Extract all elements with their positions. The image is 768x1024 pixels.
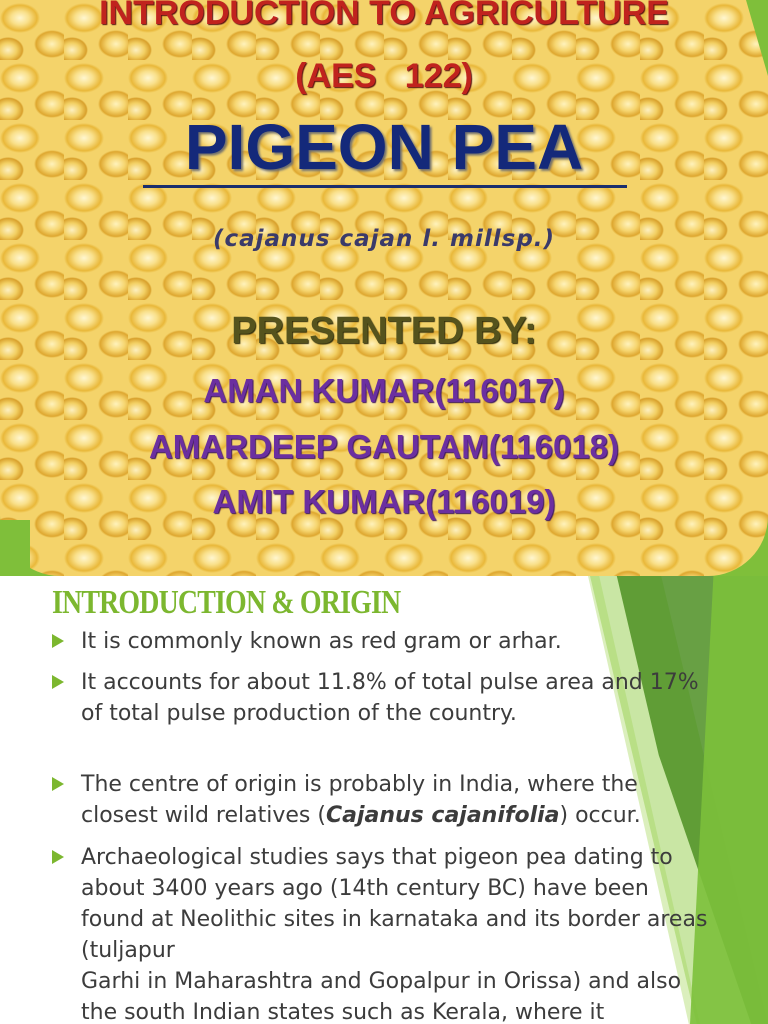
course-title: INTRODUCTION TO AGRICULTURE <box>99 0 669 32</box>
main-title: PIGEON PEA <box>184 111 584 183</box>
bullet-item <box>52 626 712 657</box>
bullet-item <box>52 769 712 831</box>
scientific-name: (cajanus cajan l. millsp.) <box>212 226 556 252</box>
bullet-arrow-icon <box>52 634 64 648</box>
bullet-text: It accounts for about 11.8% of total pulse area and 17% of total pulse production of the country. <box>81 670 699 726</box>
introduction-slide <box>0 576 768 1024</box>
presenter-name: AMARDEEP GAUTAM(116018) <box>148 428 620 465</box>
species-name: Cajanus cajanifolia <box>325 803 560 828</box>
title-underline <box>143 185 627 188</box>
bullet-text <box>52 769 712 831</box>
bullet-arrow-icon <box>52 777 64 791</box>
presented-by-heading: PRESENTED BY: <box>231 310 537 352</box>
presenter-name: AMAN KUMAR(116017) <box>203 372 565 409</box>
bullet-text-part: Garhi in Maharashtra and Gopalpur in Orissa) and also the south Indian states such as Kerala, where it <box>81 969 682 1024</box>
bullet-arrow-icon <box>52 675 64 689</box>
bullet-text-part: ) occur. <box>559 803 641 828</box>
bullet-text: It is commonly known as red gram or arhar. <box>81 629 562 654</box>
bullet-item <box>52 667 712 729</box>
bullet-item <box>52 842 712 1024</box>
course-code: (AES 122) <box>295 57 473 95</box>
green-corner-left <box>0 520 30 576</box>
bullet-arrow-icon <box>52 850 64 864</box>
bullet-text-part: The centre of origin is probably in India, where the closest wild relatives ( <box>81 772 638 828</box>
bullet-text <box>52 842 712 1024</box>
bullet-text-part: Archaeological studies says that pigeon pea dating to about 3400 years ago (14th century BC) have been found at Neolithic sites in karnataka and its border areas (tuljapur <box>81 845 708 963</box>
section-heading: INTRODUCTION & ORIGIN <box>52 584 401 621</box>
presenter-name: AMIT KUMAR(116019) <box>212 483 556 520</box>
